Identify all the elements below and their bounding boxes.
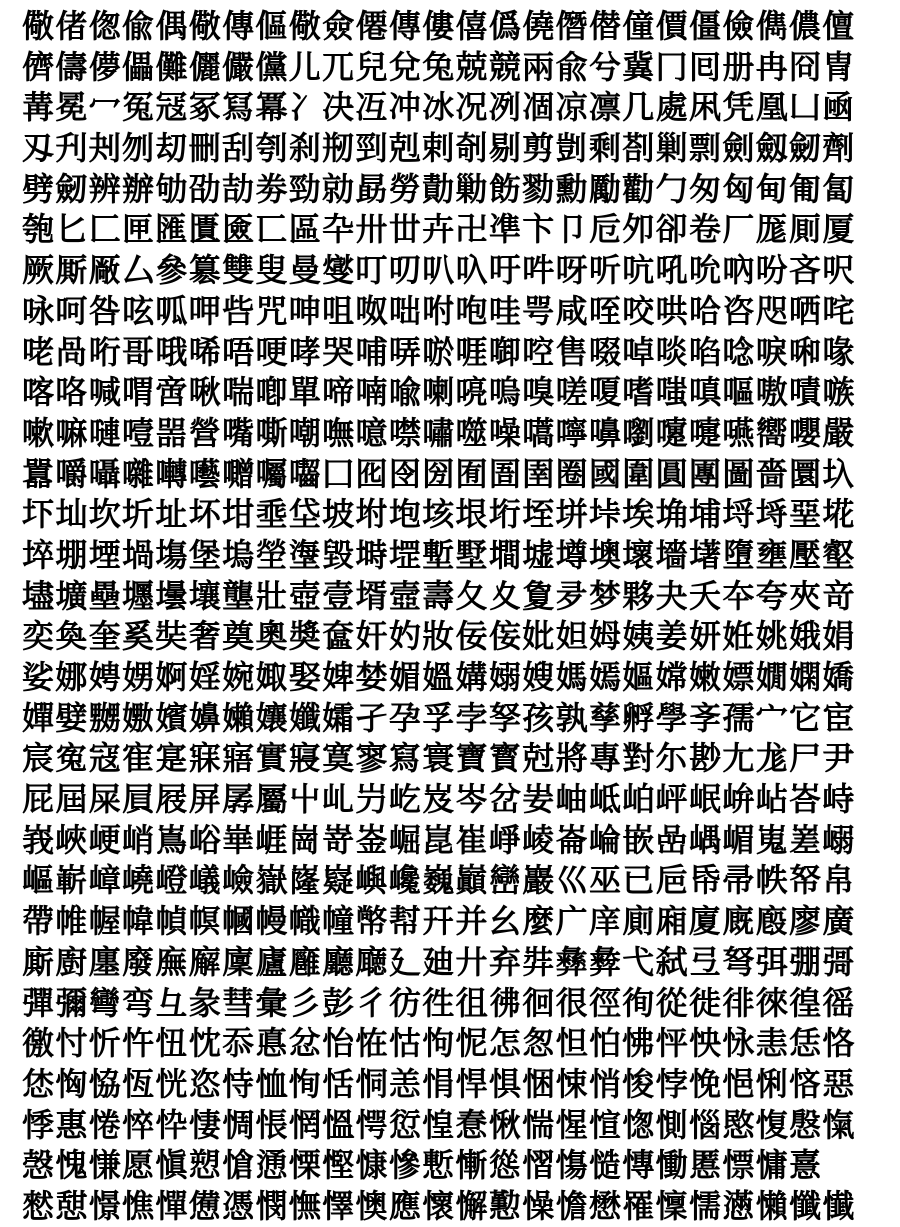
character-row: 儆偖偬偸偶儆傳傴儆僉僊傳僂僖僞僥僭僣僮價僵儉儁儂儃	[22, 7, 856, 45]
character-row: 嶇嶄嶂嶢嶝嶬嶮嶽嶐嶷嶼巉巍巓巒巖巛巫已巵帋帚帙帑帛	[22, 861, 856, 900]
character-row: 奕奐奎奚奘奢奠奧奬奩奸妁妝佞侫妣妲姆姨姜妍姙姚娥娟	[22, 617, 856, 656]
character-row: 廝廚廛廢廡廨廩廬廱廳廰廴廸廾弃弉彝彜弋弑弖弩弭弸彁	[22, 942, 856, 981]
character-row: 彈彌彎弯彑彖彗彙彡彭彳彷徃徂彿徊很徑徇從徙徘徠徨徭	[22, 983, 856, 1022]
character-row: 匏匕匚匣匯匱匳匸區卆卅丗卉卍凖卞卩卮夘卻卷厂厖厠厦	[22, 210, 856, 249]
character-row: 咏呵咎呟呱呷呰咒呻咀呶咄咐咆哇咢咸咥咬哄哈咨咫哂咤	[22, 291, 856, 330]
character-row: 憖憇憬憔憚憊憑憫憮懌懊應懷懈懃懆憺懋罹懍懦懣懶懺懴	[22, 1186, 856, 1225]
character-row: 峩峽峺峭嶌峪崋崕崗嵜崟崛崑崔崢崚崙崘嵌嵒嵎嵋嵬嵳嵶	[22, 820, 856, 859]
character-row: 嗽嘛嗹噎噐營嘴嘶嘲嘸噫噤嘯噬噪嚆嚀嚊嚠嚔嚏嚥嚮嚶嚴	[22, 413, 856, 452]
character-row: 劈劒辨辦劬劭劼劵勁勍勗勞勣勦飭勠勳勵勸勹匆匈甸匍匐	[22, 169, 856, 208]
character-row: 愨愧慊愿愼愬愴慂慄慳慷慘慙慚慫慴慯慥慱慟慝慓慵憙	[22, 1146, 823, 1185]
character-row: 壗壙壘壥壜壤壟壯壺壹壻壼壽夂夊夐夛梦夥夬夭夲夸夾竒	[22, 576, 856, 615]
character-row: 嬋嬖嬲嫐嬪嬶嬾孃孅孀孑孕孚孛孥孩孰孳孵學斈孺宀它宦	[22, 698, 856, 737]
character-row: 帶帷幄幃幀幎幗幔幟幢幤幇幵并幺麼广庠廁廂廈廐廏廖廣	[22, 902, 856, 941]
character-row: 恷恟恊恆恍恣恃恤恂恬恫恙悁悍惧悃悚悄悛悖悗悒悧悋惡	[22, 1064, 856, 1103]
character-row: 悸惠惓悴忰悽惆悵惘慍愕愆惶惷愀惴惺愃愡惻惱愍愎慇愾	[22, 1105, 856, 1144]
character-row: 儕儔儚儡儺儷儼儻儿兀兒兌兔兢競兩兪兮冀冂囘册冉冏冑	[22, 47, 856, 86]
character-row: 冓冕冖冤冦冢冩冪冫决冱冲冰况冽凅凉凛几處凩凭凰凵凾	[22, 88, 856, 127]
character-row: 圷圸坎圻址坏坩埀垈坡坿垉垓垠垳垤垪垰埃埆埔埒埓堊埖	[22, 495, 856, 534]
character-row: 娑娜娉娚婀婬婉娵娶婢婪媚媼媾嫋嫂媽嫣嫗嫦嫩嫖嫺嫻嬌	[22, 658, 856, 696]
character-row: 埣堋堙堝塲堡塢塋塰毀塒堽塹墅墹墟墫墺壞墻墸墮壅壓壑	[22, 535, 856, 574]
character-row: 咾咼哘哥哦唏唔哽哮哭哺哢唹啀啣啌售啜啅啖啗唸唳啝喙	[22, 332, 856, 371]
character-row: 徼忖忻忤忸忱忝悳忿怡恠怙怐怩怎怱怛怕怫怦怏怺恚恁恪	[22, 1024, 856, 1063]
character-row: 宸寃寇寉寔寐寤實寢寞寥寫寰寶寳尅將專對尓尠尢尨尸尹	[22, 739, 856, 778]
character-row: 厥厮厰厶參簒雙叟曼燮叮叨叭叺吁吽呀听吭吼吮吶吩吝呎	[22, 251, 856, 290]
character-row: 刄刋刔刎刧刪刮刳刹剏剄剋剌剞剔剪剴剩剳剿剽劍劔劒劑	[22, 129, 856, 168]
character-row: 喀咯喊喟啻啾喘喞單啼喃喩喇喨嗚嗅嗟嗄嗜嗤嗔嘔嗷嘖嗾	[22, 373, 856, 412]
character-sheet	[22, 6, 882, 1227]
character-row: 囂嚼囁囃囀囈囎囑囓囗囮囹圀囿圄圉圈國圍圓團圖嗇圜圦	[22, 454, 856, 493]
character-row: 屁屆屎屓屐屏孱屬屮乢屶屹岌岑岔妛岫岻岶岼岷峅岾峇峙	[22, 780, 856, 819]
